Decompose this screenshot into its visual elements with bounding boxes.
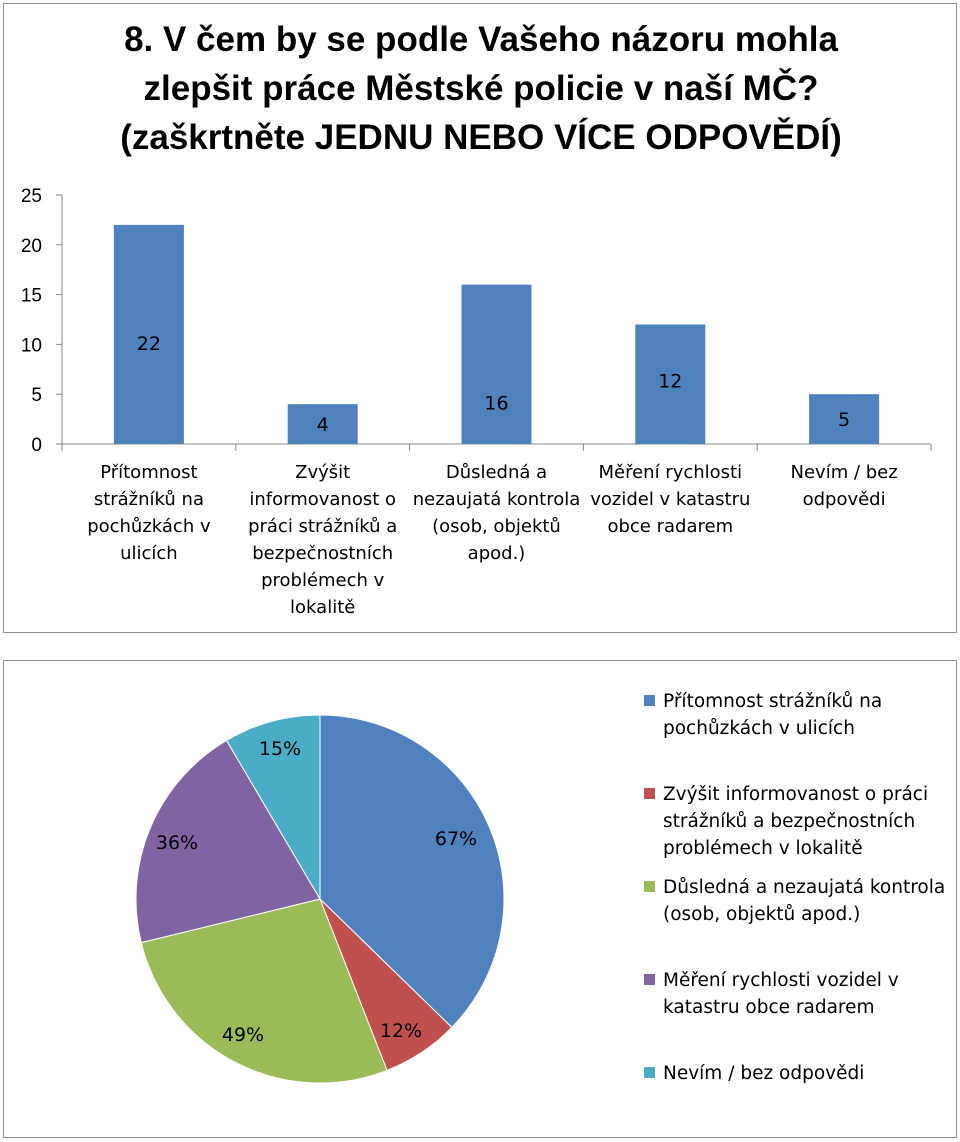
legend-label: Důsledná a nezaujatá kontrola bbox=[663, 877, 946, 898]
category-label: bezpečnostních bbox=[252, 543, 394, 564]
category-label: nezaujatá kontrola bbox=[412, 489, 581, 510]
category-label: ulicích bbox=[120, 543, 178, 564]
legend-label: Nevím / bez odpovědi bbox=[663, 1063, 865, 1084]
category-label: Přítomnost bbox=[100, 462, 198, 483]
bar-chart bbox=[4, 4, 958, 634]
y-tick-label: 5 bbox=[31, 385, 42, 407]
category-label: odpovědi bbox=[802, 489, 886, 510]
bar-data-label: 5 bbox=[838, 409, 851, 432]
legend-label: (osob, objektů apod.) bbox=[663, 904, 861, 925]
chart-title-line: 8. V čem by se podle Vašeho názoru mohla bbox=[124, 20, 838, 59]
pie-chart-panel bbox=[3, 660, 957, 1138]
legend-label: Zvýšit informovanost o práci bbox=[663, 784, 929, 805]
legend-label: katastru obce radarem bbox=[663, 997, 875, 1018]
legend-label: pochůzkách v ulicích bbox=[663, 718, 855, 739]
category-label: Měření rychlosti bbox=[598, 462, 743, 483]
legend-swatch bbox=[644, 1067, 655, 1078]
category-label: (osob, objektů bbox=[432, 516, 561, 537]
category-label: obce radarem bbox=[607, 516, 734, 537]
category-label: lokalitě bbox=[290, 597, 356, 618]
y-tick-label: 0 bbox=[31, 435, 42, 456]
chart-title-line: (zaškrtněte JEDNU NEBO VÍCE ODPOVĚDÍ) bbox=[120, 118, 842, 157]
bar-data-label: 22 bbox=[136, 332, 161, 355]
category-label: Zvýšit bbox=[295, 462, 351, 483]
chart-title-line: zlepšit práce Městské policie v naší MČ? bbox=[143, 69, 819, 108]
category-label: vozidel v katastru bbox=[590, 489, 751, 510]
legend-label: problémech v lokalitě bbox=[663, 838, 863, 859]
bar-data-label: 12 bbox=[658, 370, 683, 393]
bar-data-label: 4 bbox=[316, 414, 329, 437]
bar bbox=[462, 285, 532, 444]
pie-slice-label: 12% bbox=[379, 1020, 423, 1042]
category-label: Důsledná a bbox=[445, 462, 548, 483]
y-tick-label: 15 bbox=[20, 285, 42, 307]
pie-slice-label: 36% bbox=[155, 832, 199, 854]
category-label: informovanost o bbox=[249, 489, 397, 510]
y-tick-label: 20 bbox=[20, 235, 42, 257]
pie-slice-label: 49% bbox=[221, 1024, 265, 1046]
legend-swatch bbox=[644, 695, 655, 706]
category-label: pochůzkách v bbox=[87, 516, 211, 537]
category-label: problémech v bbox=[261, 570, 385, 591]
pie-slice-label: 67% bbox=[434, 828, 478, 850]
legend-swatch bbox=[644, 881, 655, 892]
legend-swatch bbox=[644, 974, 655, 985]
bar-chart-panel bbox=[3, 3, 957, 633]
legend-swatch bbox=[644, 788, 655, 799]
category-label: strážníků na bbox=[93, 489, 204, 510]
bar-data-label: 16 bbox=[484, 392, 509, 415]
legend-label: strážníků a bezpečnostních bbox=[663, 811, 916, 832]
category-label: Nevím / bez bbox=[790, 462, 898, 483]
y-tick-label: 10 bbox=[20, 335, 42, 357]
pie-chart bbox=[4, 661, 958, 1139]
category-label: apod.) bbox=[467, 543, 526, 564]
category-label: práci strážníků a bbox=[248, 516, 398, 537]
y-tick-label: 25 bbox=[20, 186, 42, 207]
legend-label: Měření rychlosti vozidel v bbox=[663, 970, 899, 991]
legend-label: Přítomnost strážníků na bbox=[663, 691, 883, 712]
pie-slice-label: 15% bbox=[258, 738, 302, 760]
